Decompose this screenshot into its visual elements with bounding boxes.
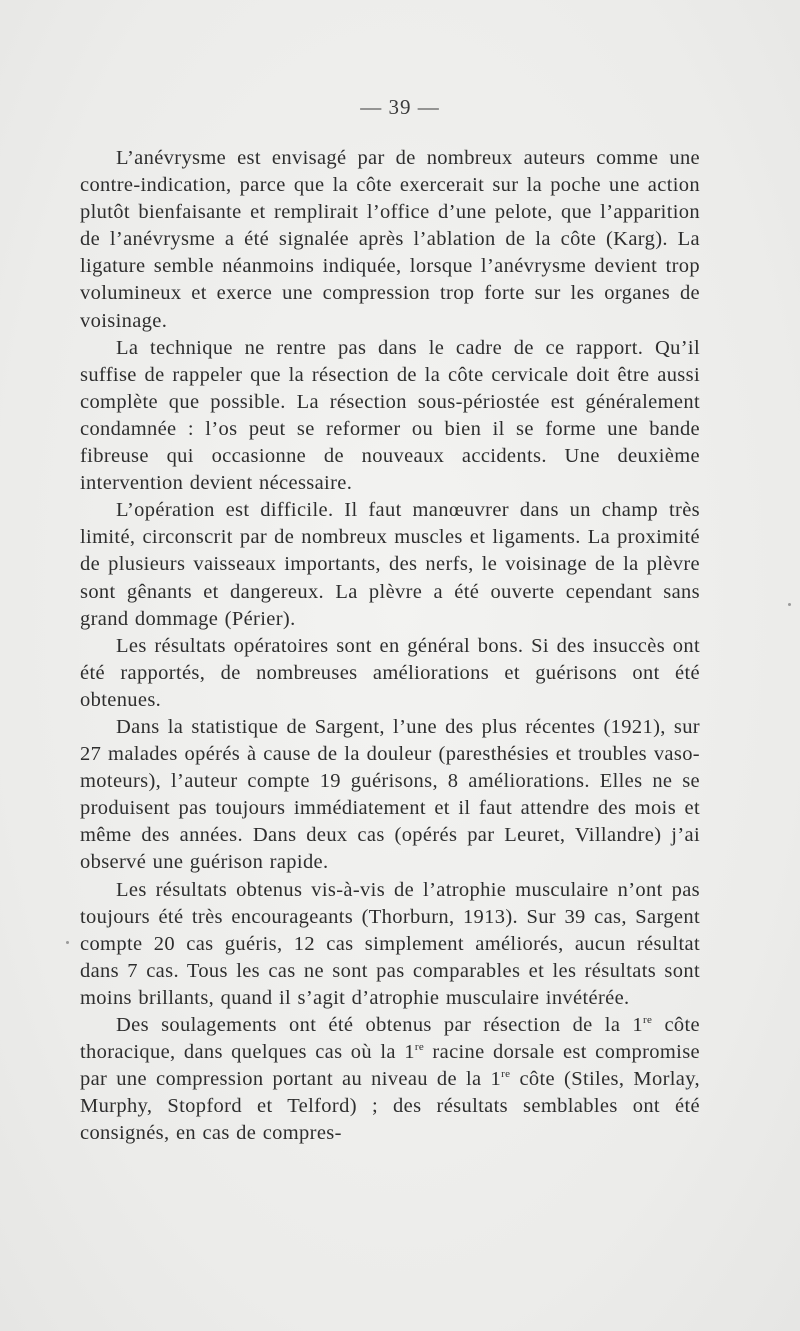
superscript: re xyxy=(501,1068,511,1081)
text-fragment: côte thoracique, dans quelques cas où la 1 xyxy=(80,1014,700,1064)
paragraph-atrophy: Les résultats obtenus vis-à-vis de l’atrophie musculaire n’ont pas toujours été très encourageants (Thorburn, 1913). Sur 39 cas, Sargent compte 20 cas guéris, 12 cas simplement améliorés, aucun résultat dans 7 cas. Tous les cas ne sont pas comparables et les résultats sont moins brillants, quand il s’agit d’atrophie musculaire invétérée. xyxy=(80,878,700,1009)
page-number: — 39 — xyxy=(360,95,440,119)
paragraph-relief xyxy=(80,1012,700,1147)
paper-speck xyxy=(66,941,69,944)
superscript: re xyxy=(643,1014,653,1027)
paragraph-aneurysm: L’anévrysme est envisagé par de nombreux auteurs comme une contre-indication, parce que la côte exercerait sur la poche une action plutôt bienfaisante et remplirait l’office d’une pelote, que l’apparition de l’anévrysme a été signalée après l’ablation de la côte (Karg). La ligature semble néanmoins indiquée, lorsque l’anévrysme devient trop volumineux et exerce une compression trop forte sur les organes de voisinage. xyxy=(80,147,700,332)
paragraph-statistics: Dans la statistique de Sargent, l’une des plus récentes (1921), sur 27 malades opérés à cause de la douleur (paresthésies et troubles vaso-moteurs), l’auteur compte 19 guérisons, 8 améliorations. Elles ne se produisent pas toujours immédiatement et il faut attendre des mois et même des années. Dans deux cas (opérés par Leuret, Villandre) j’ai observé une guérison rapide. xyxy=(80,715,700,874)
text-fragment: Des soulagements ont été obtenus par résection de la 1 xyxy=(116,1014,644,1036)
paragraph-technique: La technique ne rentre pas dans le cadre de ce rapport. Qu’il suffise de rappeler que la résection de la côte cervicale doit être aussi complète que possible. La résection sous-périostée est généralement condamnée : l’os peut se reformer ou bien il se forme une bande fibreuse qui occasionne de nouveaux accidents. Une deuxième intervention devient nécessaire. xyxy=(80,336,700,495)
body-text xyxy=(80,145,700,1147)
text-fragment: côte (Stiles, Morlay, Murphy, Stopford et Telford) ; des résultats semblables ont été consignés, en cas de compres- xyxy=(80,1068,700,1145)
text-fragment: racine dorsale est compromise par une compression portant au niveau de la 1 xyxy=(80,1041,700,1091)
paragraph-results: Les résultats opératoires sont en général bons. Si des insuccès ont été rapportés, de nombreuses améliorations et guérisons ont été obtenues. xyxy=(80,634,700,711)
paragraph-operation: L’opération est difficile. Il faut manœuvrer dans un champ très limité, circonscrit par de nombreux muscles et ligaments. La proximité de plusieurs vaisseaux importants, des nerfs, le voisinage de la plèvre sont gênants et dangereux. La plèvre a été ouverte cependant sans grand dommage (Périer). xyxy=(80,499,700,630)
paper-speck xyxy=(788,603,791,606)
superscript: re xyxy=(414,1041,425,1054)
